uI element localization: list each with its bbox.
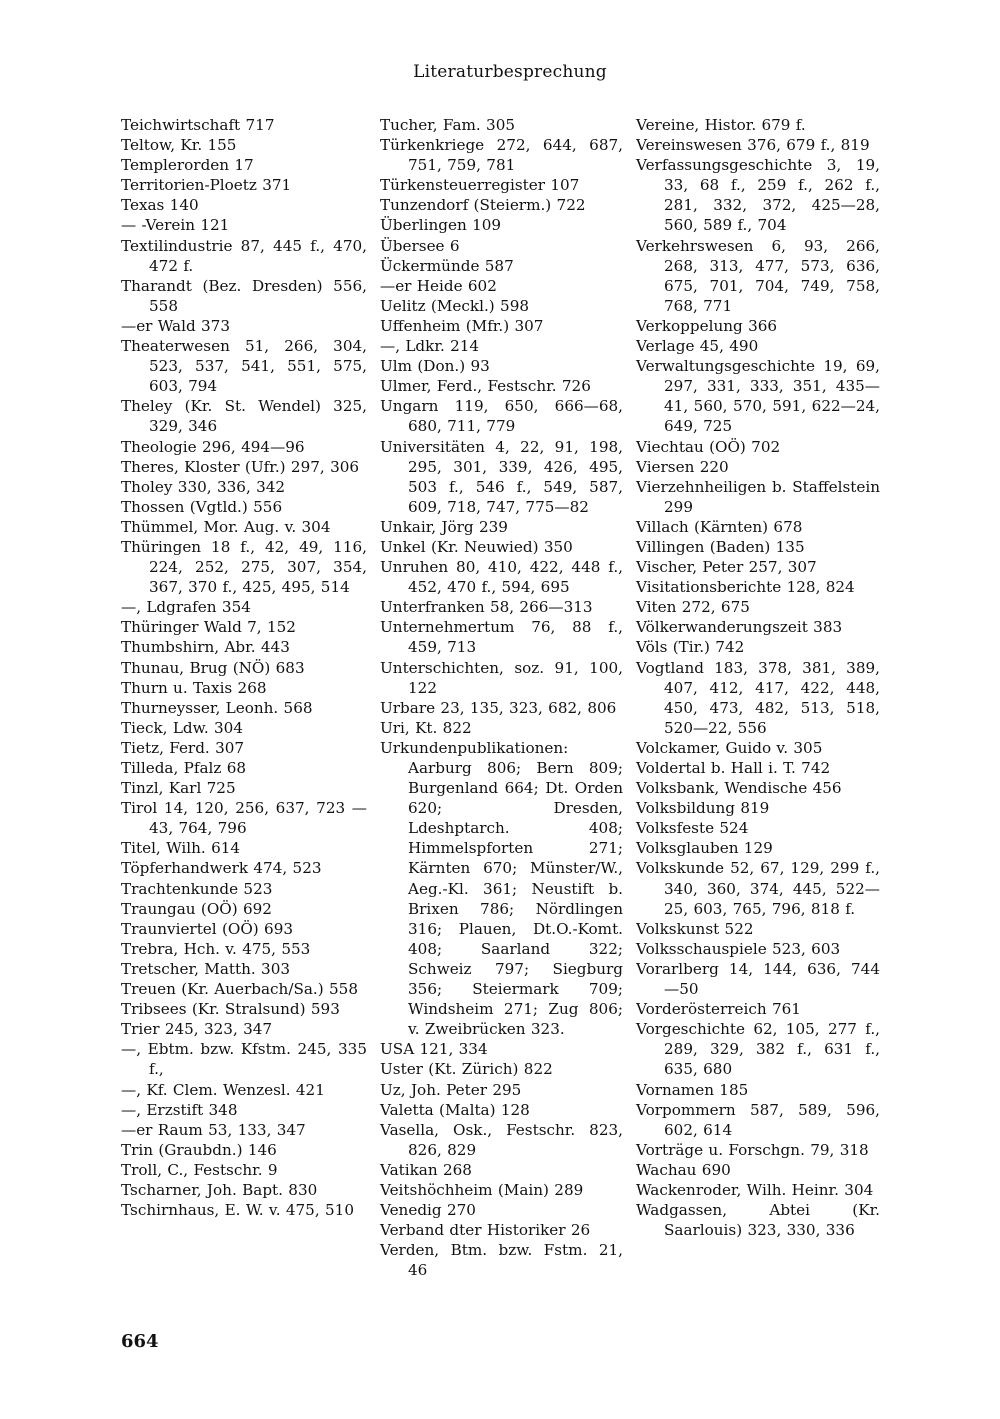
index-entry: USA 121, 334 xyxy=(380,1040,488,1059)
index-entry: Ungarn 119, 650, 666—68, 680, 711, 779 xyxy=(380,397,623,436)
index-entry: Vorderösterreich 761 xyxy=(636,1000,801,1019)
index-entry: Verwaltungsgeschichte 19, 69, 297, 331, 333, 351, 435—41, 560, 570, 591, 622—24, 649, 725 xyxy=(636,357,880,436)
index-entry: Thossen (Vgtld.) 556 xyxy=(121,497,283,516)
index-entry: Uz, Joh. Peter 295 xyxy=(380,1080,522,1099)
index-entry: Verden, Btm. bzw. Fstm. 21, 46 xyxy=(380,1241,623,1280)
index-entry: Titel, Wilh. 614 xyxy=(121,839,241,858)
index-entry: Wachau 690 xyxy=(636,1160,731,1179)
index-entry: Vatikan 268 xyxy=(380,1160,472,1179)
index-entry: Uelitz (Meckl.) 598 xyxy=(380,296,530,315)
index-entry: Templerorden 17 xyxy=(121,156,254,175)
index-entry: Thunau, Brug (NÖ) 683 xyxy=(121,658,305,677)
index-entry: Texas 140 xyxy=(121,196,199,215)
index-entry: Verkehrswesen 6, 93, 266, 268, 313, 477, 573, 636, 675, 701, 704, 749, 758, 768, 771 xyxy=(636,236,880,315)
index-entry: —, Kf. Clem. Wenzesl. 421 xyxy=(121,1080,325,1099)
index-entry: Valetta (Malta) 128 xyxy=(380,1100,530,1119)
index-column-3 xyxy=(636,115,880,1240)
index-entry: Visitationsberichte 128, 824 xyxy=(636,578,855,597)
index-entry: Töpferhandwerk 474, 523 xyxy=(121,859,322,878)
index-entry: Völkerwanderungszeit 383 xyxy=(636,618,843,637)
index-entry: —, Ldgrafen 354 xyxy=(121,598,251,617)
index-entry: Volkskunde 52, 67, 129, 299 f., 340, 360, 374, 445, 522—25, 603, 765, 796, 818 f. xyxy=(636,859,880,918)
index-entry: Wadgassen, Abtei (Kr. Saarlouis) 323, 330, 336 xyxy=(636,1201,880,1240)
index-entry: —, Ldkr. 214 xyxy=(380,337,480,356)
index-entry: Vorgeschichte 62, 105, 277 f., 289, 329, 382 f., 631 f., 635, 680 xyxy=(636,1020,880,1079)
index-entry: Überlingen 109 xyxy=(380,216,502,235)
index-entry: Unterschichten, soz. 91, 100, 122 xyxy=(380,658,623,697)
index-entry: Trebra, Hch. v. 475, 553 xyxy=(121,939,311,958)
index-entry: —er Raum 53, 133, 347 xyxy=(121,1120,306,1139)
index-entry: Vorpommern 587, 589, 596, 602, 614 xyxy=(636,1100,880,1139)
index-entry: Vornamen 185 xyxy=(636,1080,749,1099)
index-entry: Viechtau (OÖ) 702 xyxy=(636,437,781,456)
index-entry: Türkenkriege 272, 644, 687, 751, 759, 781 xyxy=(380,136,623,175)
index-entry: Trachtenkunde 523 xyxy=(121,879,273,898)
index-entry: —er Wald 373 xyxy=(121,316,231,335)
index-entry: Thumbshirn, Abr. 443 xyxy=(121,638,290,657)
index-entry: Verfassungsgeschichte 3, 19, 33, 68 f., 259 f., 262 f., 281, 332, 372, 425—28, 560, 589 f., 704 xyxy=(636,156,880,235)
index-entry: Vorträge u. Forschgn. 79, 318 xyxy=(636,1140,869,1159)
index-entry: Territorien-Ploetz 371 xyxy=(121,176,292,195)
index-entry: Traungau (OÖ) 692 xyxy=(121,899,272,918)
index-entry: Veitshöchheim (Main) 289 xyxy=(380,1180,584,1199)
index-entry: Traunviertel (OÖ) 693 xyxy=(121,919,294,938)
index-entry: Völs (Tir.) 742 xyxy=(636,638,745,657)
index-entry: Tunzendorf (Steierm.) 722 xyxy=(380,196,586,215)
index-entry: Übersee 6 xyxy=(380,236,460,255)
index-entry: Villach (Kärnten) 678 xyxy=(636,517,803,536)
index-entry: Tholey 330, 336, 342 xyxy=(121,477,286,496)
index-entry: Vasella, Osk., Festschr. 823, 826, 829 xyxy=(380,1120,623,1159)
index-entry: Tilleda, Pfalz 68 xyxy=(121,759,247,777)
index-entry: Troll, C., Festschr. 9 xyxy=(121,1160,278,1179)
index-column-2 xyxy=(380,115,623,1280)
index-entry: Theologie 296, 494—96 xyxy=(121,437,305,456)
index-entry: Unkair, Jörg 239 xyxy=(380,517,508,536)
running-header: Literaturbesprechung xyxy=(413,62,607,82)
index-entry: Thurn u. Taxis 268 xyxy=(121,678,267,697)
index-entry: Textilindustrie 87, 445 f., 470, 472 f. xyxy=(121,236,367,275)
index-entry: Volksglauben 129 xyxy=(636,839,773,858)
index-entry: Volksschauspiele 523, 603 xyxy=(636,939,841,958)
index-entry: Teichwirtschaft 717 xyxy=(121,116,275,134)
index-entry: Uster (Kt. Zürich) 822 xyxy=(380,1060,553,1079)
index-entry: —er Heide 602 xyxy=(380,276,497,295)
index-entry: Verband dter Historiker 26 xyxy=(380,1221,591,1240)
index-entry: Trier 245, 323, 347 xyxy=(121,1020,273,1039)
index-entry: Ulmer, Ferd., Festschr. 726 xyxy=(380,377,591,396)
index-entry: Tucher, Fam. 305 xyxy=(380,116,516,134)
index-entry: Vereinswesen 376, 679 f., 819 xyxy=(636,136,870,155)
index-entry: Viersen 220 xyxy=(636,457,729,476)
index-entry: Volksbank, Wendische 456 xyxy=(636,779,842,798)
index-entry: Tretscher, Matth. 303 xyxy=(121,959,291,978)
index-entry: Teltow, Kr. 155 xyxy=(121,136,237,155)
index-entry: Universitäten 4, 22, 91, 198, 295, 301, 339, 426, 495, 503 f., 546 f., 549, 587, 609, 718, 747, 775—82 xyxy=(380,437,623,516)
index-entry: Unkel (Kr. Neuwied) 350 xyxy=(380,537,573,556)
index-entry: Thümmel, Mor. Aug. v. 304 xyxy=(121,517,331,536)
page-number: 664 xyxy=(121,1331,159,1352)
index-entry: Vereine, Histor. 679 f. xyxy=(636,116,806,134)
index-entry: Tirol 14, 120, 256, 637, 723 —43, 764, 796 xyxy=(121,799,367,838)
index-entry: Volksbildung 819 xyxy=(636,799,770,818)
index-entry: Vogtland 183, 378, 381, 389, 407, 412, 417, 422, 448, 450, 473, 482, 513, 518, 520—22, 556 xyxy=(636,658,880,737)
index-entry: Ulm (Don.) 93 xyxy=(380,357,490,376)
index-entry: Vischer, Peter 257, 307 xyxy=(636,558,817,577)
index-entry: Tieck, Ldw. 304 xyxy=(121,718,243,737)
index-entry: Volckamer, Guido v. 305 xyxy=(636,738,823,757)
index-entry: —, Ebtm. bzw. Kfstm. 245, 335 f., xyxy=(121,1040,367,1079)
index-entry: Urkundenpublikationen: Aarburg 806; Bern 809; Burgenland 664; Dt. Orden 620; Dresden, Ldeshptarch. 408; Himmelspforten 271; Kärnten 670; Münster/W., Aeg.-Kl. 361; Neustift b. Brixen 786; Nördlingen 316; Plauen, Dt.O.-Komt. 408; Saarland 322; Schweiz 797; Siegburg 356; Steiermark 709; Windsheim 271; Zug 806; v. Zweibrücken 323. xyxy=(380,738,623,1039)
index-entry: Unternehmertum 76, 88 f., 459, 713 xyxy=(380,618,623,657)
index-entry: Verlage 45, 490 xyxy=(636,337,759,356)
index-entry: —, Erzstift 348 xyxy=(121,1100,238,1119)
index-entry: Türkensteuerregister 107 xyxy=(380,176,580,195)
index-entry: Uffenheim (Mfr.) 307 xyxy=(380,316,544,335)
index-entry: Ückermünde 587 xyxy=(380,256,514,275)
index-entry: Theres, Kloster (Ufr.) 297, 306 xyxy=(121,457,360,476)
index-entry: Unterfranken 58, 266—313 xyxy=(380,598,593,617)
index-entry: Theaterwesen 51, 266, 304, 523, 537, 541, 551, 575, 603, 794 xyxy=(121,337,367,396)
index-entry: Tscharner, Joh. Bapt. 830 xyxy=(121,1180,318,1199)
index-entry: Thüringer Wald 7, 152 xyxy=(121,618,296,637)
index-entry: Venedig 270 xyxy=(380,1201,476,1220)
index-entry: — -Verein 121 xyxy=(121,216,230,235)
index-entry: Volkskunst 522 xyxy=(636,919,754,938)
index-entry: Wackenroder, Wilh. Heinr. 304 xyxy=(636,1180,874,1199)
index-entry: Uri, Kt. 822 xyxy=(380,718,472,737)
index-entry: Tschirnhaus, E. W. v. 475, 510 xyxy=(121,1201,354,1220)
index-entry: Voldertal b. Hall i. T. 742 xyxy=(636,759,831,777)
index-entry: Urbare 23, 135, 323, 682, 806 xyxy=(380,698,617,717)
index-entry: Tietz, Ferd. 307 xyxy=(121,738,245,757)
index-entry: Theley (Kr. St. Wendel) 325, 329, 346 xyxy=(121,397,367,436)
index-entry: Tribsees (Kr. Stralsund) 593 xyxy=(121,1000,340,1019)
index-entry: Unruhen 80, 410, 422, 448 f., 452, 470 f., 594, 695 xyxy=(380,558,623,597)
index-entry: Vierzehnheiligen b. Staffelstein 299 xyxy=(636,477,880,516)
index-entry: Thurneysser, Leonh. 568 xyxy=(121,698,313,717)
index-entry: Tinzl, Karl 725 xyxy=(121,779,236,798)
index-entry: Villingen (Baden) 135 xyxy=(636,537,805,556)
index-entry: Treuen (Kr. Auerbach/Sa.) 558 xyxy=(121,980,358,999)
index-entry: Tharandt (Bez. Dresden) 556, 558 xyxy=(121,276,367,315)
index-entry: Verkoppelung 366 xyxy=(636,316,778,335)
index-entry: Vorarlberg 14, 144, 636, 744 —50 xyxy=(636,959,880,999)
index-entry: Volksfeste 524 xyxy=(636,819,749,838)
index-column-1 xyxy=(121,115,367,1220)
index-entry: Viten 272, 675 xyxy=(636,598,750,617)
index-entry: Trin (Graubdn.) 146 xyxy=(121,1140,277,1159)
index-entry: Thüringen 18 f., 42, 49, 116, 224, 252, 275, 307, 354, 367, 370 f., 425, 495, 514 xyxy=(121,537,367,597)
